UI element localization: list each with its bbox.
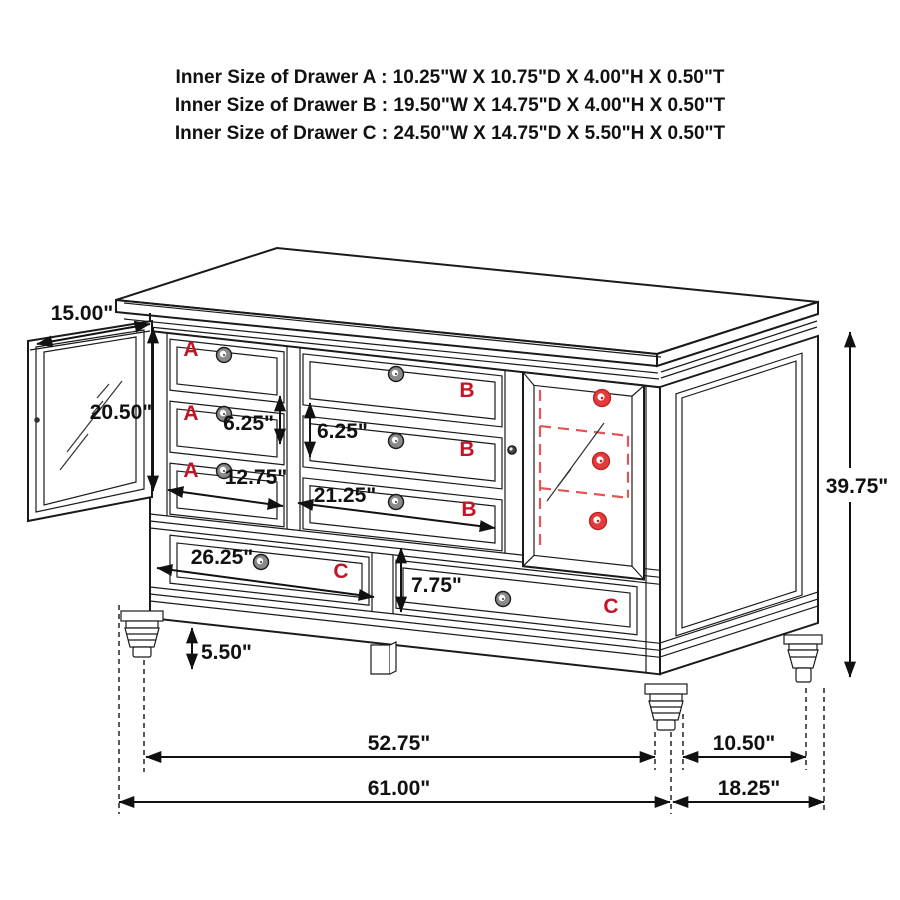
svg-text:21.25": 21.25" [313,484,377,507]
red-knob [593,453,610,470]
front-right-leg [645,684,687,730]
dim-overall-width [119,777,670,802]
note-drawer-b: Inner Size of Drawer B : 19.50"W X 14.75"D X 4.00"H X 0.50"T [174,95,726,116]
side-panel [660,336,818,674]
label-drawer-b3: B [461,498,477,521]
door-knob [34,417,40,423]
label-drawer-b2: B [459,438,475,461]
knob [389,495,404,510]
dim-overall-height [826,332,889,677]
label-drawer-c-right: C [603,595,619,618]
dim-side-leg-span [683,732,806,757]
label-drawer-a1: A [183,338,199,361]
back-right-leg [784,635,822,682]
knob [217,348,232,363]
dim-front-leg-span [146,732,655,757]
svg-text:39.75": 39.75" [825,475,889,498]
right-glass-door [523,372,644,579]
svg-text:6.25": 6.25" [223,412,274,435]
svg-text:20.50": 20.50" [89,401,153,424]
label-drawer-b1: B [459,379,475,402]
svg-text:26.25": 26.25" [190,546,254,569]
svg-text:12.75": 12.75" [224,466,288,489]
svg-text:7.75": 7.75" [411,574,462,597]
note-drawer-c: Inner Size of Drawer C : 24.50"W X 14.75"D X 5.50"H X 0.50"T [174,123,726,144]
label-drawer-a3: A [183,459,199,482]
svg-text:10.50": 10.50" [712,732,776,755]
center-leg [371,642,396,674]
svg-text:5.50": 5.50" [201,641,252,664]
red-knob [590,513,607,530]
label-drawer-a2: A [183,402,199,425]
knob [389,367,404,382]
knob [496,592,511,607]
front-face [150,331,660,674]
svg-text:18.25": 18.25" [717,777,781,800]
label-drawer-c-left: C [333,560,349,583]
red-knob [594,390,611,407]
svg-text:15.00": 15.00" [50,302,114,325]
knob [389,434,404,449]
front-left-leg [121,611,163,657]
dim-leg-height [192,628,252,669]
right-door-handle [508,446,516,454]
note-drawer-a: Inner Size of Drawer A : 10.25"W X 10.75"D X 4.00"H X 0.50"T [175,67,725,88]
svg-text:52.75": 52.75" [367,732,431,755]
dim-overall-depth [673,777,824,802]
knob [254,555,269,570]
svg-text:61.00": 61.00" [367,777,431,800]
svg-text:6.25": 6.25" [317,420,368,443]
